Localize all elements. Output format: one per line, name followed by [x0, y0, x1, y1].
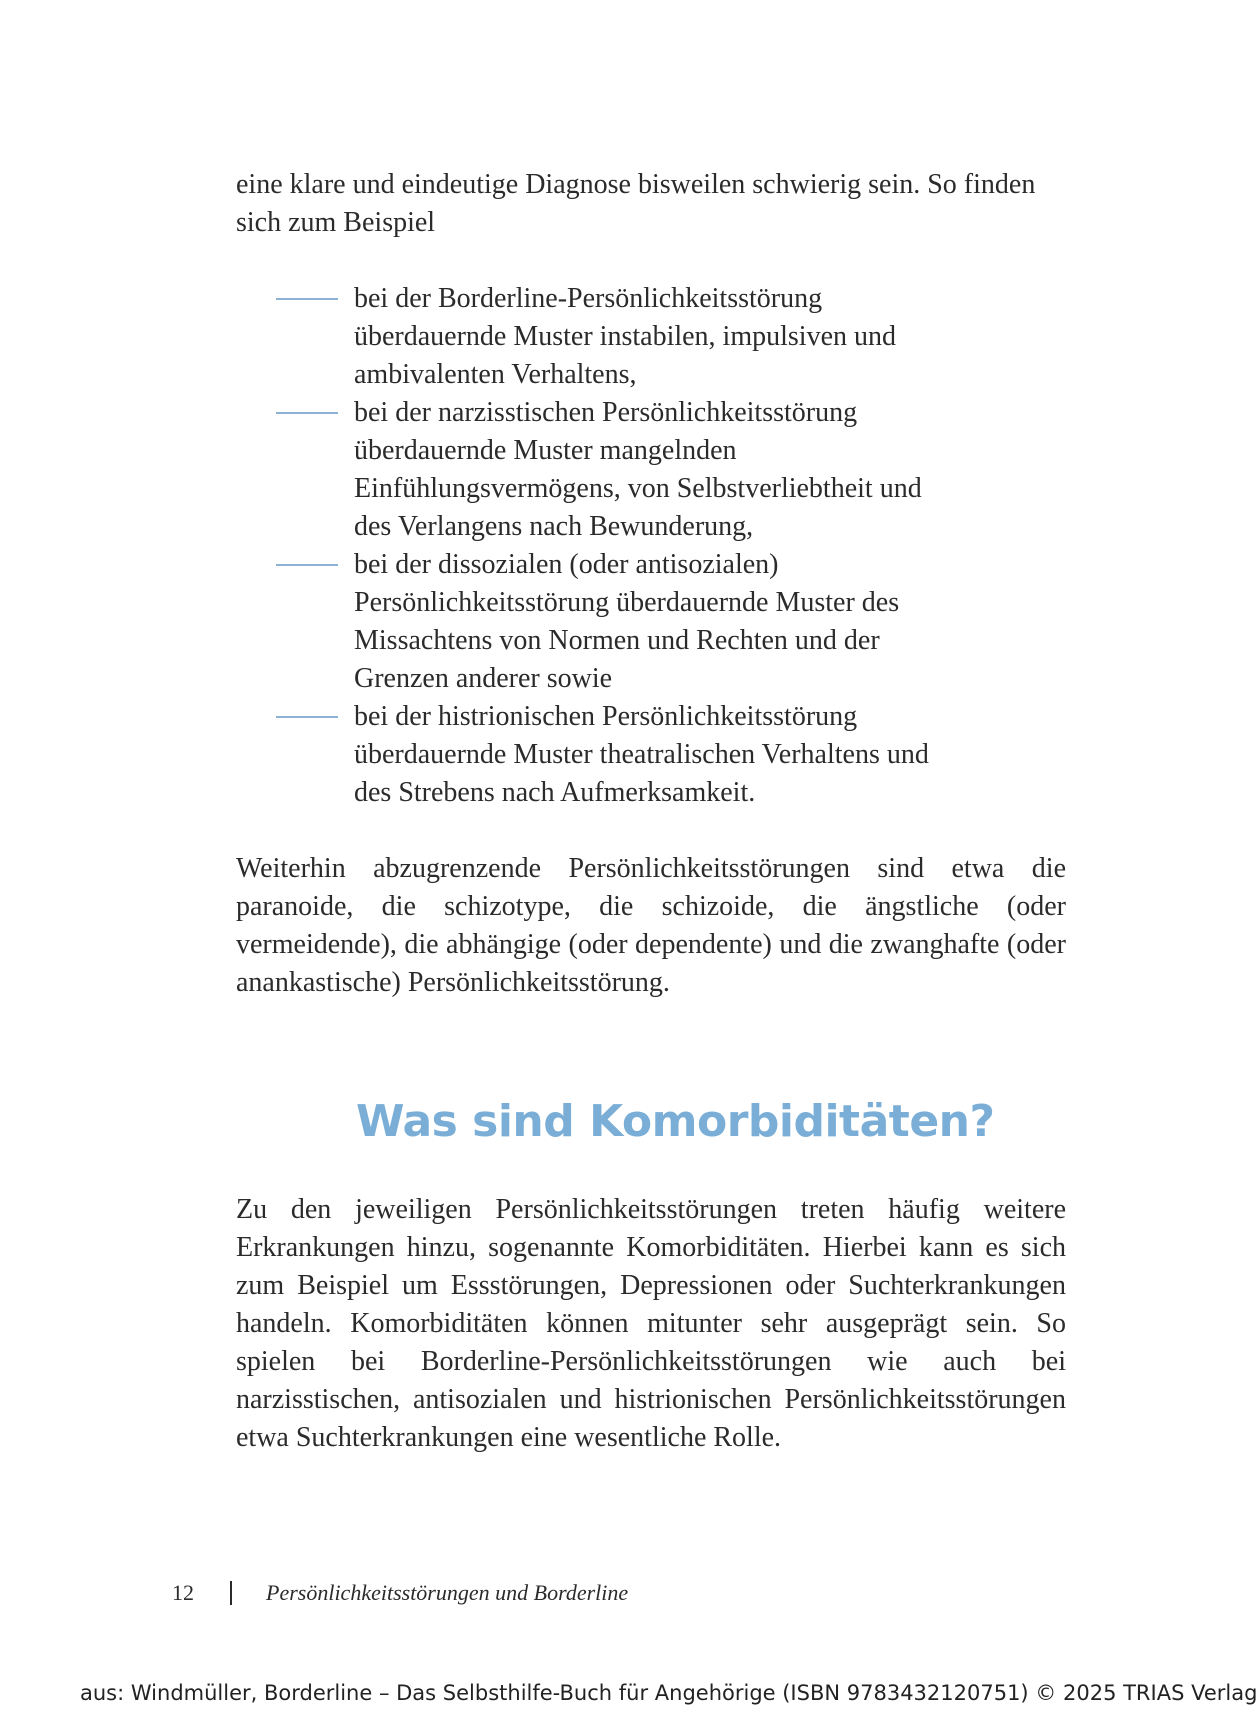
running-title: Persönlichkeitsstörungen und Borderline	[266, 1580, 629, 1605]
copyright-notice: aus: Windmüller, Borderline – Das Selbsthilfe-Buch für Angehörige (ISBN 9783432120751) © 2025 TRIAS Verlag	[80, 1681, 1258, 1705]
list-item-text: bei der Borderline-Persönlichkeitsstörung überdauernde Muster instabilen, impulsiven und ambivalenten Verhaltens,	[354, 283, 896, 390]
list-item	[236, 394, 976, 546]
list-item-text: bei der histrionischen Persönlichkeitsstörung überdauernde Muster theatralischen Verhaltens und des Strebens nach Aufmerksamkeit.	[354, 701, 929, 808]
dash-bullet-icon	[276, 412, 338, 414]
body-paragraph-comorbidities: Zu den jeweiligen Persönlichkeitsstörungen treten häufig weitere Erkrankungen hinzu, sogenannte Komorbiditäten. Hierbei kann es sich zum Beispiel um Essstörungen, Depressionen oder Suchterkrankungen handeln. Komorbiditäten können mitunter sehr ausgeprägt sein. So spielen bei Borderline-Persönlichkeitsstörungen wie auch bei narzisstischen, antisozialen und histrionischen Persönlichkeitsstörungen etwa Suchterkrankungen eine wesentliche Rolle.	[236, 1194, 1066, 1453]
bullet-list	[236, 280, 976, 812]
page-number: 12	[172, 1580, 194, 1605]
body-paragraph-personality-disorders: Weiterhin abzugrenzende Persönlichkeitsstörungen sind etwa die paranoide, die schizotype, die schizoide, die ängstliche (oder vermeidende), die abhängige (oder dependente) und die zwanghafte (oder anankastische) Persönlichkeitsstörung.	[236, 853, 1066, 998]
dash-bullet-icon	[276, 298, 338, 300]
dash-bullet-icon	[276, 564, 338, 566]
footer-separator	[230, 1581, 232, 1605]
page-footer	[172, 1576, 628, 1610]
section-heading: Was sind Komorbiditäten?	[356, 1096, 995, 1147]
list-item	[236, 280, 976, 394]
list-item-text: bei der narzisstischen Persönlichkeitsstörung überdauernde Muster mangelnden Einfühlungsvermögens, von Selbstverliebtheit und des Verlangens nach Bewunderung,	[354, 397, 922, 542]
list-item	[236, 698, 976, 812]
intro-paragraph: eine klare und eindeutige Diagnose bisweilen schwierig sein. So finden sich zum Beispiel	[236, 169, 1036, 238]
dash-bullet-icon	[276, 716, 338, 718]
list-item-text: bei der dissozialen (oder antisozialen) Persönlichkeitsstörung überdauernde Muster des Missachtens von Normen und Rechten und der Grenzen anderer sowie	[354, 549, 900, 694]
list-item	[236, 546, 976, 698]
